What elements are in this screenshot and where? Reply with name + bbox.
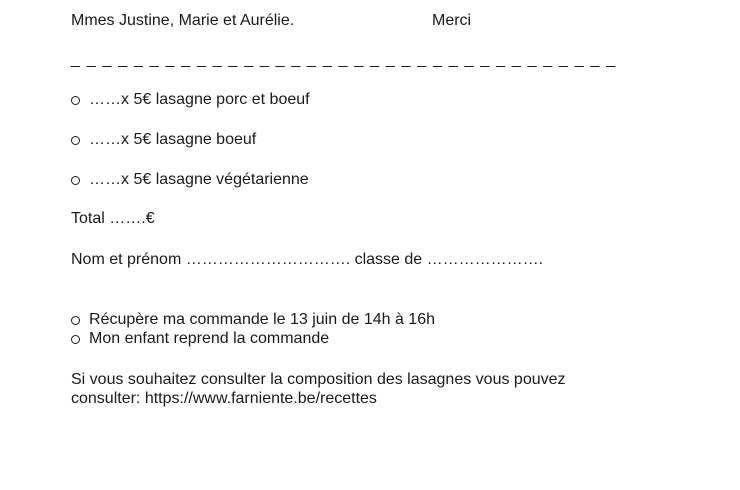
pickup-option-self[interactable] bbox=[71, 310, 435, 330]
pickup-option-label: Récupère ma commande le 13 juin de 14h à 16h bbox=[89, 311, 435, 328]
radio-circle-icon[interactable] bbox=[71, 136, 80, 145]
order-option-label: ……x 5€ lasagne boeuf bbox=[89, 131, 257, 148]
info-text-line-1: Si vous souhaitez consulter la composition des lasagnes vous pouvez bbox=[71, 371, 566, 388]
pickup-option-label: Mon enfant reprend la commande bbox=[89, 330, 330, 347]
radio-circle-icon[interactable] bbox=[71, 96, 80, 105]
cut-line-separator: _ _ _ _ _ _ _ _ _ _ _ _ _ _ _ _ _ _ _ _ _ _ _ _ _ _ _ _ _ _ _ _ _ _ _ bbox=[71, 51, 617, 68]
order-option-vegetarienne[interactable] bbox=[71, 170, 309, 190]
order-option-boeuf[interactable] bbox=[71, 130, 256, 150]
thanks-text: Merci bbox=[432, 12, 472, 29]
pickup-option-child[interactable] bbox=[71, 329, 329, 349]
order-option-label: ……x 5€ lasagne porc et boeuf bbox=[89, 91, 310, 108]
order-option-porc-boeuf[interactable] bbox=[71, 90, 310, 110]
total-line: Total …….€ bbox=[71, 210, 155, 227]
order-option-label: ……x 5€ lasagne végétarienne bbox=[89, 171, 309, 188]
radio-circle-icon[interactable] bbox=[71, 335, 80, 344]
radio-circle-icon[interactable] bbox=[71, 176, 80, 185]
radio-circle-icon[interactable] bbox=[71, 316, 80, 325]
name-class-line: Nom et prénom …………………………. classe de …………………. bbox=[71, 251, 544, 268]
info-text-line-2: consulter: https://www.farniente.be/recettes bbox=[71, 390, 377, 407]
signature-text: Mmes Justine, Marie et Aurélie. bbox=[71, 12, 295, 29]
